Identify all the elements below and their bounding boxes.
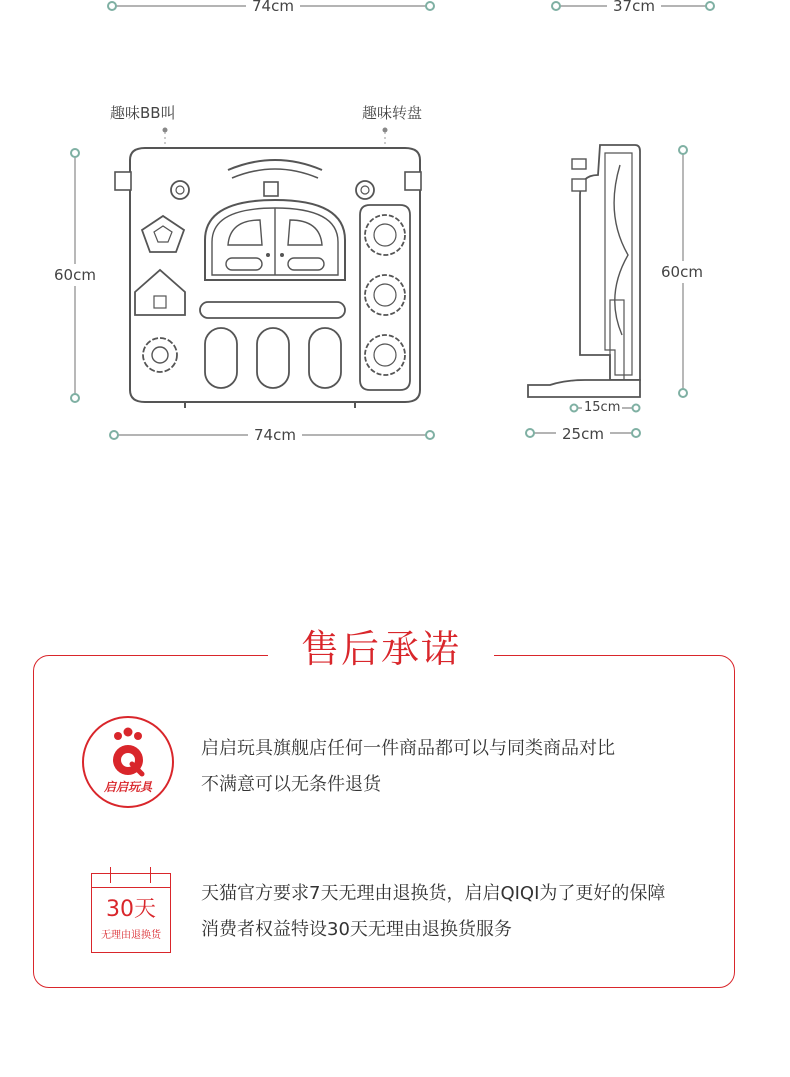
service-title: 售后承诺 xyxy=(268,625,494,673)
top-side-width-label: 37cm xyxy=(607,0,661,15)
brand-q-icon xyxy=(84,722,172,782)
front-height-label: 60cm xyxy=(54,266,96,284)
promise2-line1: 天猫官方要求7天无理由退换货，启启QIQI为了更好的保障 xyxy=(201,883,666,904)
side-base-outer-label: 25cm xyxy=(556,425,610,443)
side-view-diagram xyxy=(510,135,710,445)
brand-logo-text: 启启玩具 xyxy=(103,780,152,794)
top-front-width-label: 74cm xyxy=(246,0,300,15)
promise2-line2: 消费者权益特设30天无理由退换货服务 xyxy=(201,919,512,940)
calendar-small-text: 无理由退换货 xyxy=(101,930,161,941)
callout-turntable-label: 趣味转盘 xyxy=(362,104,423,122)
calendar-30-icon xyxy=(91,867,171,953)
calendar-big-text: 30天 xyxy=(106,897,156,922)
brand-logo xyxy=(82,716,174,808)
front-width-label: 74cm xyxy=(248,426,302,444)
promise1-line1: 启启玩具旗舰店任何一件商品都可以与同类商品对比 xyxy=(201,738,615,759)
top-dimension-lines xyxy=(0,0,790,20)
side-height-label: 60cm xyxy=(661,263,703,281)
side-base-inner-label: 15cm xyxy=(584,400,621,415)
promise1-line2: 不满意可以无条件退货 xyxy=(201,774,381,795)
callout-bb-sound-label: 趣味BB叫 xyxy=(110,104,176,122)
